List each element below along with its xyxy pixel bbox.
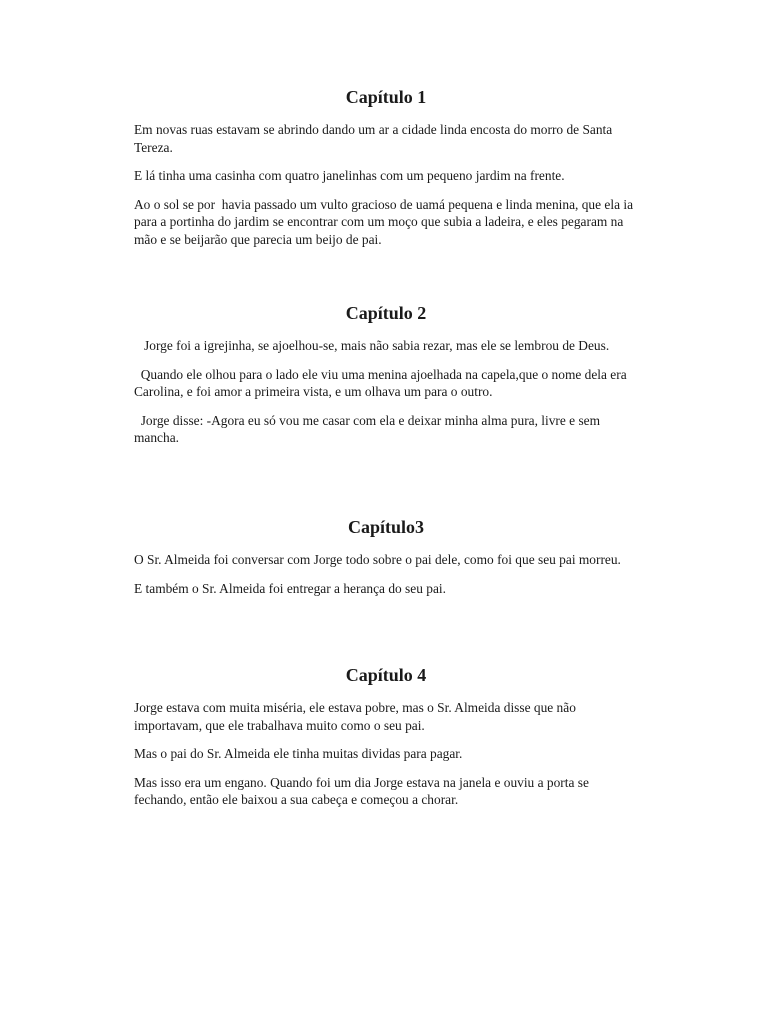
paragraph: Ao o sol se por havia passado um vulto gracioso de uamá pequena e linda menina, que ela ia para a portinha do jardim se encontrar com um moço que subia a ladeira, e eles pegaram na mão e se beijarão que parecia um beijo de pai. xyxy=(134,196,637,247)
paragraph: Mas isso era um engano. Quando foi um dia Jorge estava na janela e ouviu a porta se fechando, então ele baixou a sua cabeça e começou a chorar. xyxy=(134,774,593,807)
paragraph: Jorge estava com muita miséria, ele estava pobre, mas o Sr. Almeida disse que não importavam, que ele trabalhava muito como o seu pai. xyxy=(134,700,580,733)
chapter-3 xyxy=(134,516,638,608)
chapter-2 xyxy=(134,302,638,458)
chapter-1 xyxy=(134,86,638,259)
paragraph: Jorge disse: -Agora eu só vou me casar com ela e deixar minha alma pura, livre e sem mancha. xyxy=(134,412,604,445)
paragraph: Quando ele olhou para o lado ele viu uma menina ajoelhada na capela,que o nome dela era Carolina, e foi amor a primeira vista, e um olhava um para o outro. xyxy=(134,366,631,399)
chapter-title: Capítulo 1 xyxy=(345,87,427,107)
paragraph: E lá tinha uma casinha com quatro janelinhas com um pequeno jardim na frente. xyxy=(134,168,565,183)
paragraph: Em novas ruas estavam se abrindo dando um ar a cidade linda encosta do morro de Santa Tereza. xyxy=(134,122,616,155)
paragraph: E também o Sr. Almeida foi entregar a herança do seu pai. xyxy=(134,580,446,596)
chapter-title: Capítulo 4 xyxy=(345,665,427,685)
paragraph: Jorge foi a igrejinha, se ajoelhou-se, mais não sabia rezar, mas ele se lembrou de Deus. xyxy=(134,338,610,353)
paragraph: O Sr. Almeida foi conversar com Jorge todo sobre o pai dele, como foi que seu pai morreu. xyxy=(134,552,621,567)
paragraph: Mas o pai do Sr. Almeida ele tinha muitas dividas para pagar. xyxy=(134,746,463,761)
chapter-title: Capítulo3 xyxy=(347,517,425,537)
chapter-4 xyxy=(134,664,638,820)
chapter-title: Capítulo 2 xyxy=(345,303,427,323)
